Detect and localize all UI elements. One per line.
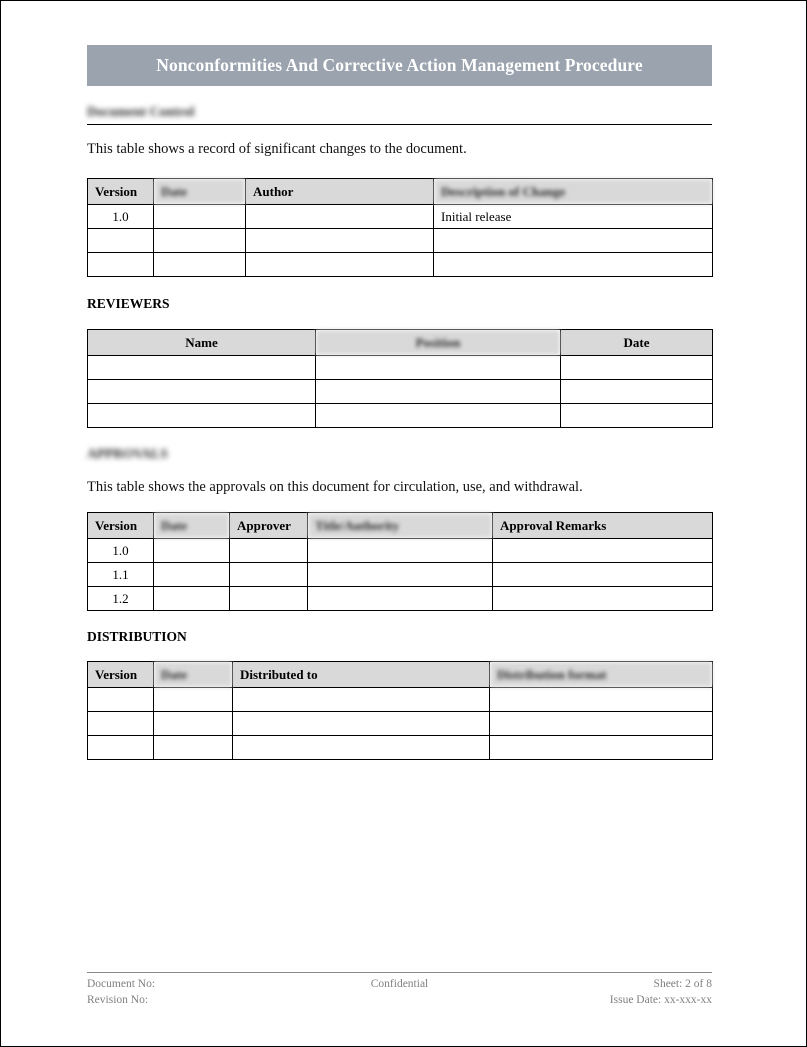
cell-author — [246, 253, 434, 277]
column-header-version: Version — [88, 513, 154, 539]
cell-position — [316, 404, 561, 428]
footer-document-no: Document No: — [87, 978, 156, 990]
column-header-author: Author — [246, 179, 434, 205]
cell-title-authority — [308, 587, 493, 611]
table-row — [88, 712, 713, 736]
cell-date — [154, 587, 230, 611]
approvals-intro: This table shows the approvals on this document for circulation, use, and withdrawal. — [87, 479, 583, 495]
cell-distributed-to — [233, 736, 490, 760]
cell-version: 1.0 — [88, 205, 154, 229]
table-row — [88, 688, 713, 712]
cell-distributed-to — [233, 712, 490, 736]
footer-sheet-number: Sheet: 2 of 8 — [653, 978, 712, 990]
document-control-intro: This table shows a record of significant changes to the document. — [87, 141, 467, 157]
cell-version — [88, 253, 154, 277]
table-header-row — [88, 513, 713, 539]
footer-classification: Confidential — [370, 978, 429, 990]
column-header-approver: Approver — [230, 513, 308, 539]
table-row — [88, 356, 713, 380]
column-header-description-of-change: Description of Change — [434, 179, 713, 205]
cell-description: Initial release — [434, 205, 713, 229]
table-row — [88, 380, 713, 404]
cell-version: 1.0 — [88, 539, 154, 563]
cell-description — [434, 229, 713, 253]
document-title-banner — [87, 45, 712, 86]
cell-version — [88, 688, 154, 712]
cell-distribution-format — [490, 712, 713, 736]
cell-distribution-format — [490, 736, 713, 760]
cell-approval-remarks — [493, 539, 713, 563]
column-header-version: Version — [88, 662, 154, 688]
cell-approver — [230, 563, 308, 587]
column-header-approval-remarks: Approval Remarks — [493, 513, 713, 539]
cell-description — [434, 253, 713, 277]
section-heading-distribution: DISTRIBUTION — [87, 629, 187, 644]
cell-title-authority — [308, 539, 493, 563]
table-row — [88, 736, 713, 760]
cell-name — [88, 404, 316, 428]
column-header-date: Date — [154, 179, 246, 205]
cell-date — [561, 356, 713, 380]
cell-author — [246, 229, 434, 253]
table-row — [88, 587, 713, 611]
footer-revision-no: Revision No: — [87, 994, 149, 1006]
document-control-table — [87, 178, 713, 277]
approvals-table — [87, 512, 713, 611]
section-heading-reviewers: REVIEWERS — [87, 296, 170, 311]
cell-title-authority — [308, 563, 493, 587]
cell-approval-remarks — [493, 563, 713, 587]
cell-date — [154, 539, 230, 563]
cell-date — [561, 404, 713, 428]
footer-issue-date: Issue Date: xx-xxx-xx — [609, 994, 712, 1006]
cell-date — [561, 380, 713, 404]
table-header-row — [88, 179, 713, 205]
document-control-heading-rule — [87, 124, 712, 125]
column-header-date: Date — [154, 662, 233, 688]
cell-distributed-to — [233, 688, 490, 712]
reviewers-table — [87, 329, 713, 428]
cell-version: 1.1 — [88, 563, 154, 587]
table-row — [88, 229, 713, 253]
cell-version: 1.2 — [88, 587, 154, 611]
cell-distribution-format — [490, 688, 713, 712]
cell-name — [88, 356, 316, 380]
cell-approver — [230, 539, 308, 563]
column-header-name: Name — [88, 330, 316, 356]
cell-author — [246, 205, 434, 229]
table-row — [88, 253, 713, 277]
section-heading-document-control: Document Control — [87, 104, 195, 119]
cell-date — [154, 736, 233, 760]
column-header-date: Date — [154, 513, 230, 539]
page-title: Nonconformities And Corrective Action Management Procedure — [156, 55, 643, 75]
cell-version — [88, 229, 154, 253]
distribution-table — [87, 661, 713, 760]
table-header-row — [88, 662, 713, 688]
cell-approver — [230, 587, 308, 611]
cell-name — [88, 380, 316, 404]
column-header-distribution-format: Distribution format — [490, 662, 713, 688]
table-row — [88, 205, 713, 229]
column-header-version: Version — [88, 179, 154, 205]
cell-date — [154, 563, 230, 587]
cell-date — [154, 712, 233, 736]
cell-version — [88, 712, 154, 736]
cell-date — [154, 205, 246, 229]
footer-divider — [87, 972, 712, 973]
column-header-position: Position — [316, 330, 561, 356]
table-row — [88, 539, 713, 563]
table-header-row — [88, 330, 713, 356]
cell-version — [88, 736, 154, 760]
cell-date — [154, 253, 246, 277]
cell-position — [316, 356, 561, 380]
table-row — [88, 563, 713, 587]
page-footer — [87, 976, 712, 1012]
cell-date — [154, 229, 246, 253]
footer-right-block — [610, 976, 712, 1008]
column-header-date: Date — [561, 330, 713, 356]
cell-approval-remarks — [493, 587, 713, 611]
column-header-title-authority: Title/Authority — [308, 513, 493, 539]
cell-position — [316, 380, 561, 404]
column-header-distributed-to: Distributed to — [233, 662, 490, 688]
section-heading-approvals: APPROVALS — [87, 446, 168, 461]
cell-date — [154, 688, 233, 712]
table-row — [88, 404, 713, 428]
